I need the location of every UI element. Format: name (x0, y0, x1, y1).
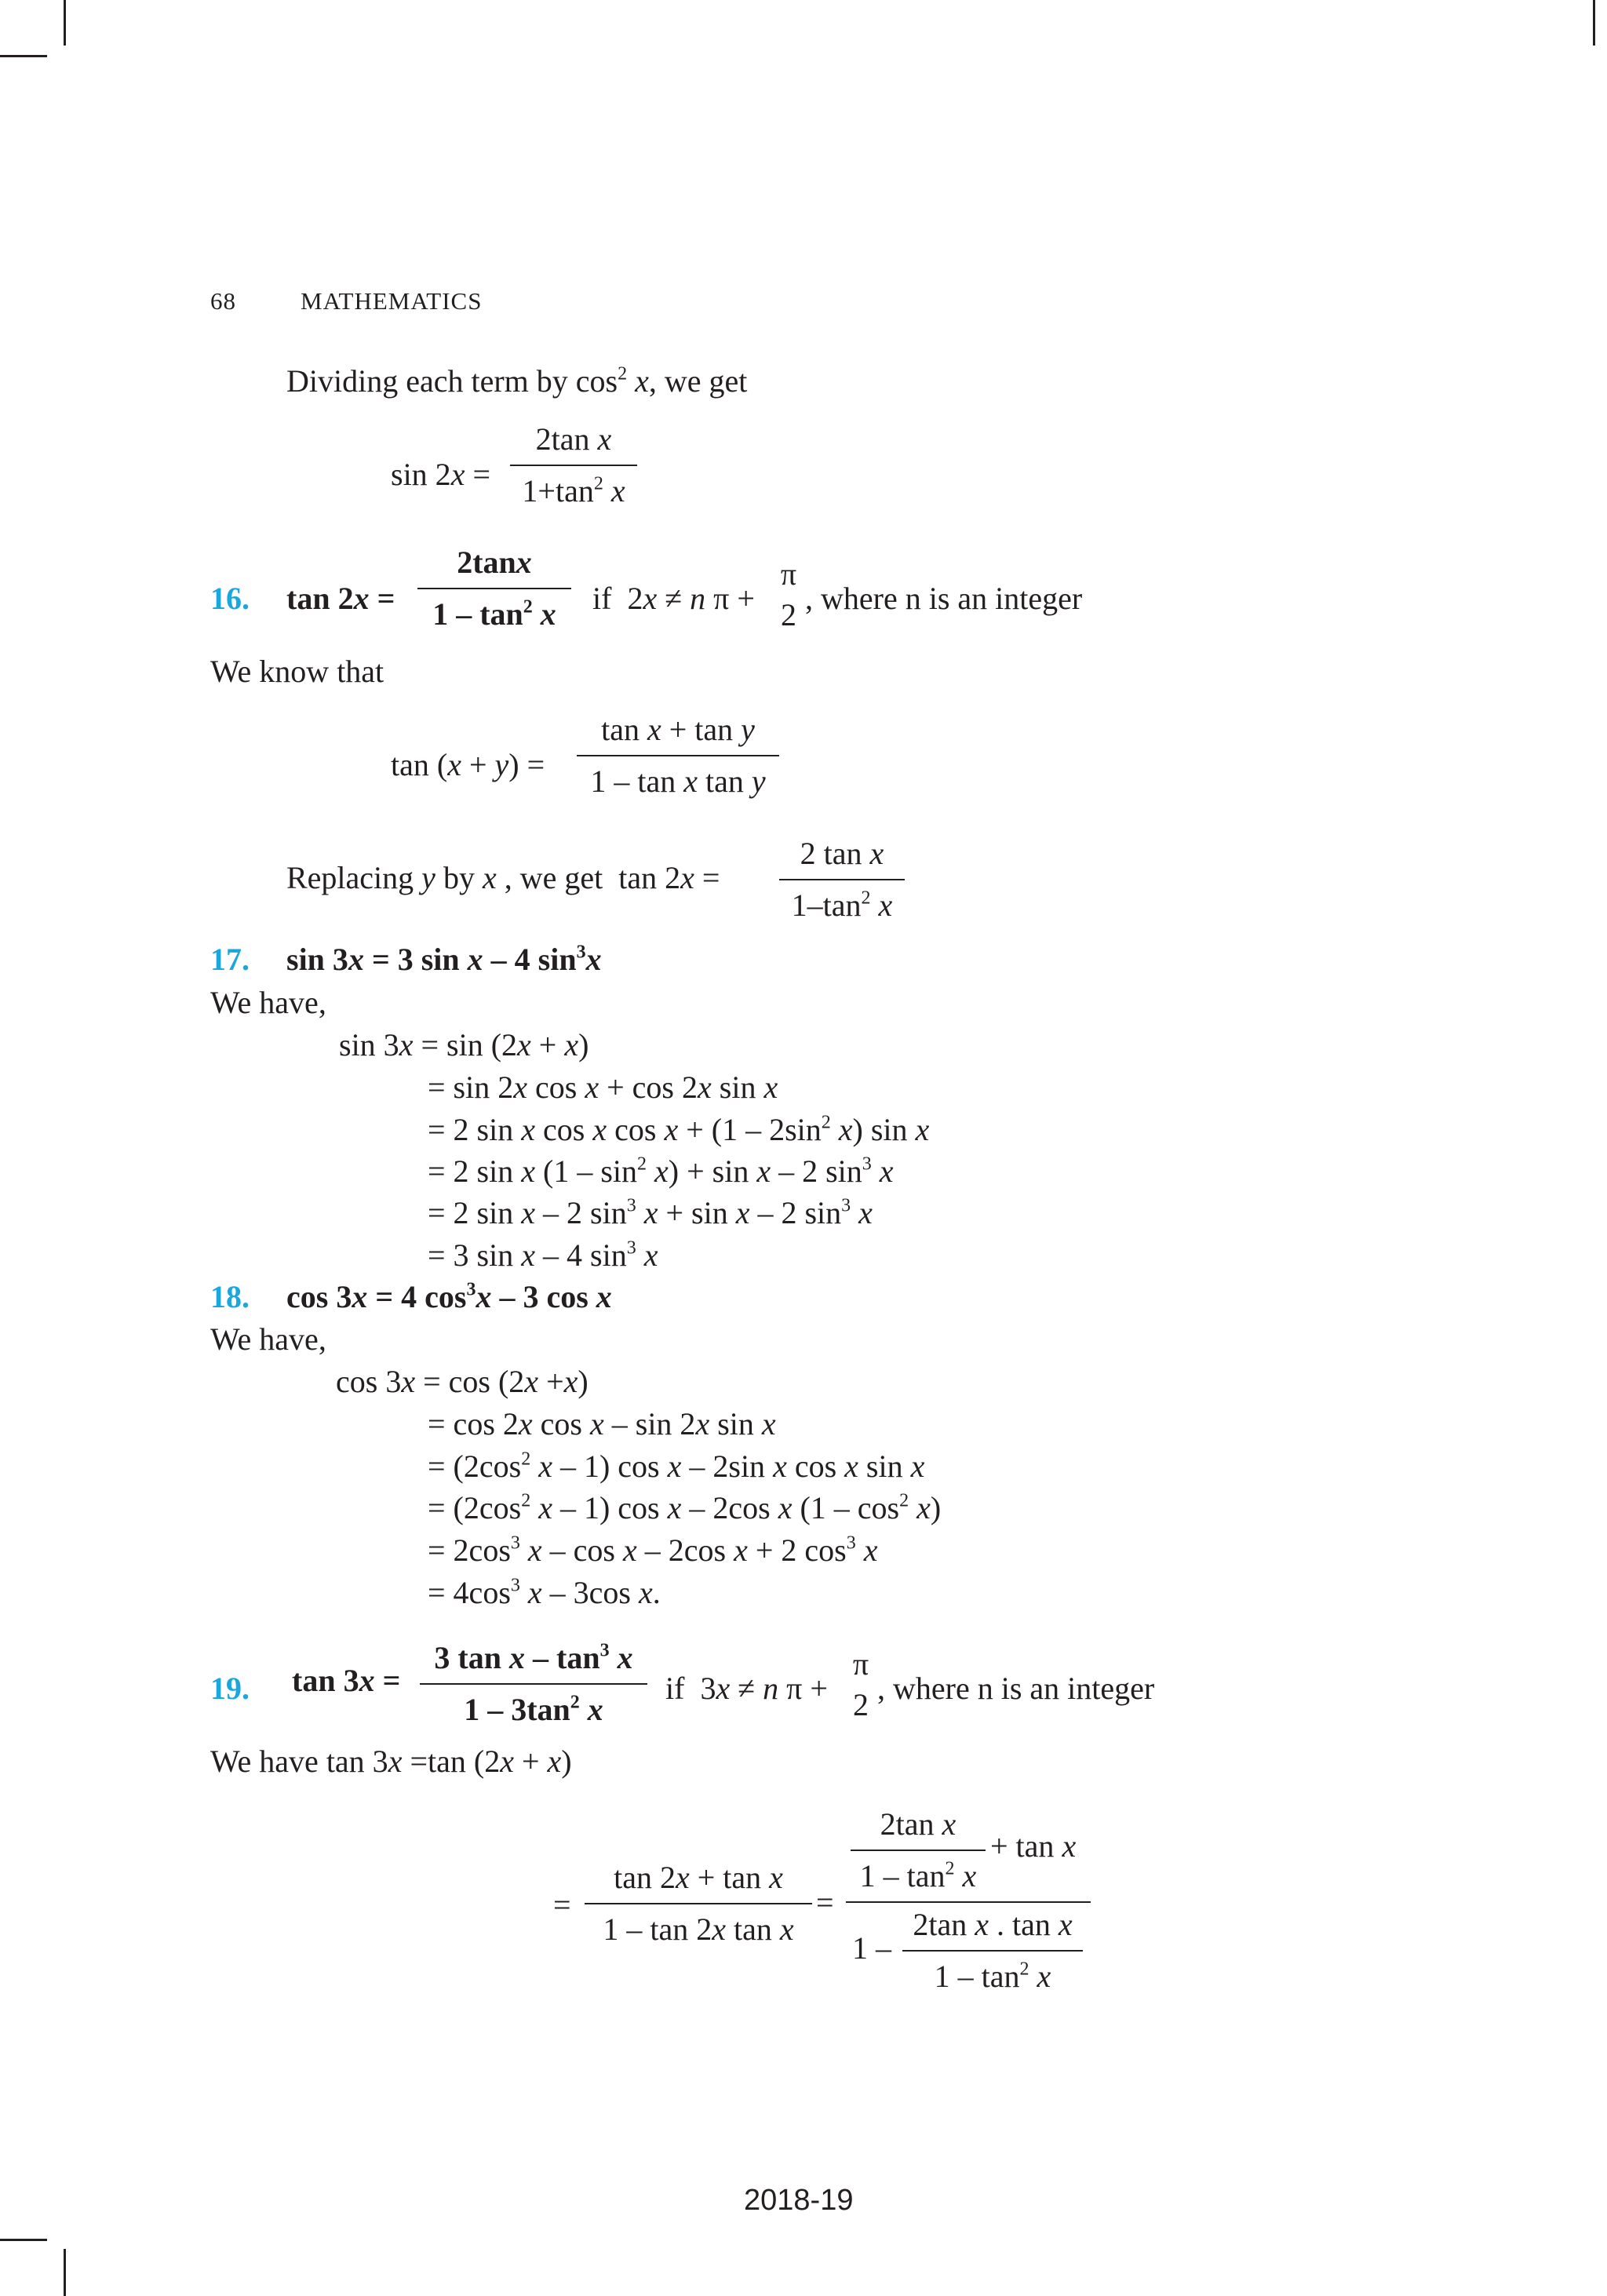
item18-line: = $4\cos^3$ x – 3cos x. (428, 1575, 661, 1610)
intro-text: Dividing each term by $\cos^2 x$, we get (286, 363, 748, 399)
running-title: MATHEMATICS (301, 287, 483, 315)
item17-title: sin 3x = 3 sin x – 4 $\sin^3x$ (286, 942, 602, 977)
fraction-sin2x: 2tan x $1+\tan^2$ x (510, 424, 637, 507)
compound-den-one-minus: 1 – (852, 1930, 891, 1966)
item17-line: = 2 sin x – 2 $\sin^3 x + \sin x - 2$ $\sin^3 x$ (428, 1195, 873, 1230)
compound-denominator-fraction: 2tan x . tan x $1 - \tan^2 x$ (902, 1909, 1083, 1992)
item16-condition: if 2x ≠ n π + (592, 581, 755, 616)
replacing-text: Replacing y by x , we get tan 2x = (286, 860, 720, 895)
item18-line: = ($2\cos^2$ x – 1) cos x – 2cos x $(1 - \cos^2 x)$ (428, 1490, 942, 1525)
item-number-18: 18. (210, 1279, 250, 1314)
crop-mark-top-right-v (1593, 0, 1595, 46)
eq-sin2x-lhs: sin 2x = (391, 457, 491, 492)
item17-line: sin 3x = sin (2x + x) (339, 1027, 589, 1062)
crop-mark-bottom-left-h (0, 2239, 47, 2241)
item-number-19: 19. (210, 1671, 250, 1706)
crop-mark-bottom-left-v (64, 2249, 66, 2296)
item17-line: = 2 sin x $(1 - \sin^2 x) + \sin x - 2$ $\sin^3 x$ (428, 1153, 894, 1189)
crop-mark-top-left-v (64, 0, 66, 46)
item17-we-have: We have, (210, 985, 326, 1020)
fraction-tan2x: 2 tan x $1-\tan^2$ x (779, 838, 905, 921)
item19-tail: , where n is an integer (877, 1671, 1155, 1706)
item18-we-have: We have, (210, 1321, 326, 1357)
item-number-16: 16. (210, 581, 250, 616)
item19-equals-2: = (816, 1885, 834, 1920)
item19-fraction-tan2x-plus-tanx: tan 2x + tan x 1 – tan 2x tan x (585, 1862, 812, 1945)
item18-line: cos 3x = cos (2x +x) (336, 1364, 589, 1399)
item19-we-have: We have tan 3x =tan (2x + x) (210, 1744, 572, 1779)
compound-main-bar (846, 1901, 1091, 1903)
item17-line: = 2 sin x cos x $\cos x + (1 - 2\sin^2$ x) sin x (428, 1112, 930, 1147)
item18-line: = $2\cos^3$ x – cos x – 2cos x + 2 $\cos^3 x$ (428, 1532, 878, 1568)
item19-fraction: 3 tan x – $\tan^3 x$ $1 - 3\tan^2$ x (420, 1642, 647, 1726)
fraction-tan-sum: tan x + tan y 1 – tan x tan y (577, 714, 779, 797)
item19-lhs: tan 3x = (292, 1663, 401, 1698)
eq-tan-sum-lhs: tan (x + y) = (391, 747, 545, 782)
item19-pi-over-2: π 2 (852, 1646, 869, 1722)
item18-line: = ($2\cos^2$ x – 1) cos x – 2sin x cos x sin x (428, 1449, 925, 1484)
item-number-17: 17. (210, 942, 250, 977)
crop-mark-top-left-h (0, 55, 47, 57)
item16-pi-over-2: π 2 (780, 556, 797, 632)
item19-compound-fraction (846, 1806, 1097, 1997)
page-number: 68 (210, 287, 236, 315)
item18-line: = cos 2x cos x – sin 2x sin x (428, 1406, 776, 1441)
compound-plus-tanx: + tan x (990, 1828, 1077, 1864)
item16-lhs: tan 2x = (286, 581, 395, 616)
compound-numerator-fraction: 2tan x $1 - \tan^2 x$ (851, 1809, 986, 1892)
footer-year: 2018-19 (744, 2184, 854, 2217)
item17-line: = 3 sin x – 4 $\sin^3 x$ (428, 1237, 658, 1273)
item19-condition: if 3x ≠ n π + (665, 1671, 828, 1706)
item19-equals-1: = (553, 1887, 571, 1922)
item18-title: cos 3x = 4 $\cos^3x - 3$ cos x (286, 1279, 612, 1314)
we-know-that: We know that (210, 654, 384, 689)
item16-fraction: 2tanx $1 - \tan^2 x$ (417, 547, 571, 630)
item16-tail: , where n is an integer (805, 581, 1083, 616)
item17-line: = sin 2x cos x + cos 2x sin x (428, 1070, 778, 1105)
